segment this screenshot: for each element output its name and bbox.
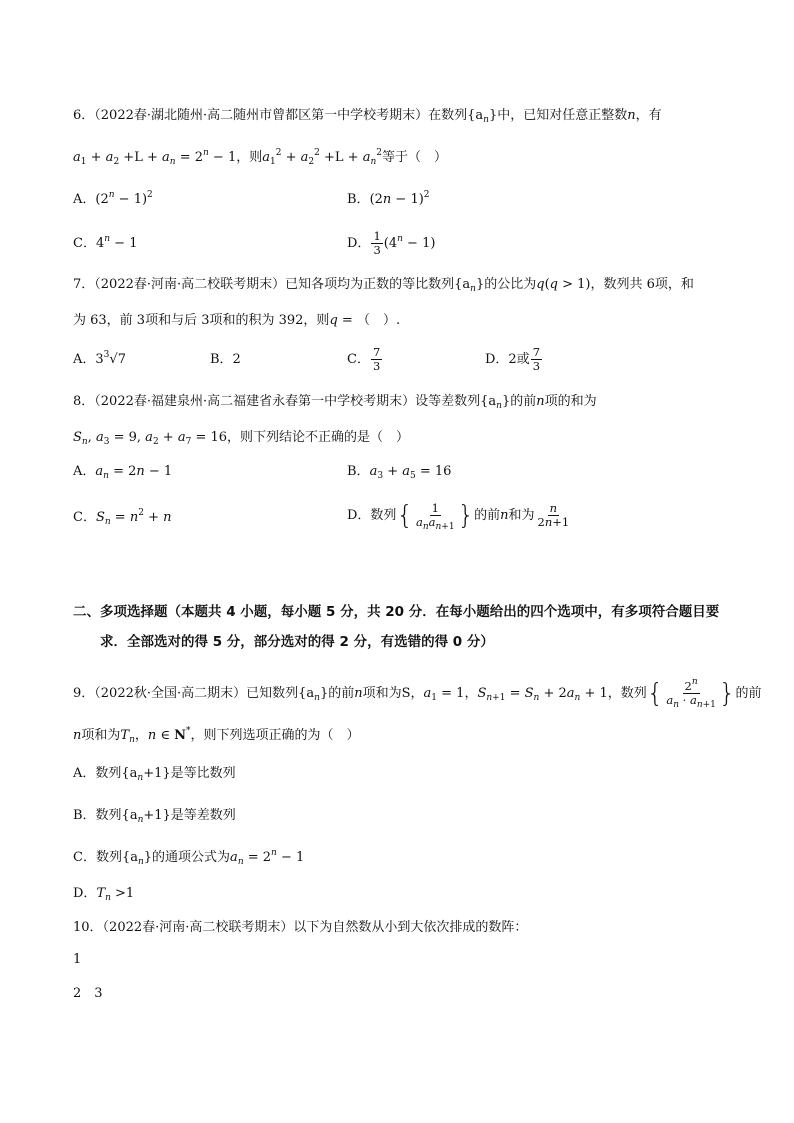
q6-option-c: C．$4^n - 1$ xyxy=(73,234,138,251)
section-2-heading-line2: 求．全部选对的得 5 分，部分选对的得 2 分，有选错的得 0 分） xyxy=(100,634,494,650)
q10-matrix-row2: 2 3 xyxy=(73,986,103,1001)
q7-option-b: B．2 xyxy=(210,352,241,367)
section-2-heading-line1: 二、多项选择题（本题共 4 小题，每小题 5 分，共 20 分．在每小题给出的四个选项中，有多项符合题目要 xyxy=(73,604,720,620)
q6-option-b: B．$(2n - 1)^2$ xyxy=(347,190,430,207)
q8-option-d: D．数列{ $\frac{1}{a_na_{n+1}}$ }的前n和为 $\frac{n}{2n+1}$ xyxy=(347,500,570,532)
q8-stem-line1: 8．（2022春·福建泉州·高二福建省永春第一中学校考期末）设等差数列$\{a_n\}$的前n项的和为 xyxy=(73,394,597,411)
q8-option-b: B．$a_3 + a_5 = 16$ xyxy=(347,464,452,481)
q8-option-a: A．$a_n = 2n - 1$ xyxy=(73,464,173,481)
q10-matrix-row1: 1 xyxy=(73,952,82,967)
q7-stem-line2: 为 63，前 3项和与后 3项和的积为 392，则q = （ ）. xyxy=(73,313,401,328)
q7-stem-line1: 7．（2022春·河南·高二校联考期末）已知各项均为正数的等比数列$\{a_n\}$的公比为q(q > 1)，数列共 6项，和 xyxy=(73,277,694,294)
q8-option-c: C．$S_n = n^2 + n$ xyxy=(73,508,172,527)
q6-stem-line1: 6．（2022春·湖北随州·高二随州市曾都区第一中学校考期末）在数列$\{a_n\}$中，已知对任意正整数n，有 xyxy=(73,108,662,125)
q6-option-d: D． $\frac{1}{3}$ $(4^n - 1)$ xyxy=(347,229,436,257)
q6-option-a: A．$(2^n - 1)^2$ xyxy=(73,190,153,207)
q10-stem: 10．（2022春·河南·高二校联考期末）以下为自然数从小到大依次排成的数阵： xyxy=(73,920,528,935)
q7-option-c: C． $\frac{7}{3}$ xyxy=(347,345,381,373)
q9-option-a: A．数列$\{a_n+1\}$是等比数列 xyxy=(73,766,236,783)
q9-option-b: B．数列$\{a_n+1\}$是等差数列 xyxy=(73,808,236,825)
q7-option-a: A．$3^3√7$ xyxy=(73,350,126,367)
q8-stem-line2: $S_n$, $a_3 = 9$, $a_2 + a_7 = 16$，则下列结论不正确的是（ ） xyxy=(73,430,410,447)
q6-stem-line2: $a_1 + a_2 +L + a_n = 2^n - 1$，则$a_1^2 + a_2^2 +L + a_n^2$等于（ ） xyxy=(73,148,448,167)
q9-option-d: D．$T_n >1$ xyxy=(73,886,135,903)
q9-option-c: C．数列$\{a_n\}$的通项公式为$a_n = 2^n - 1$ xyxy=(73,848,305,867)
q7-option-d: D．2或 $\frac{7}{3}$ xyxy=(485,345,541,373)
q9-stem-line1: 9．（2022秋·全国·高二期末）已知数列$\{a_n\}$的前n项和为S，$a_1 = 1$，$S_{n+1} = S_n + 2a_n + 1$，数列{ $\frac{2^n}{a_n \cdot a_{n+1}}$ }的前 xyxy=(73,677,762,710)
q9-stem-line2: n项和为$T_n$，n ∈ N*，则下列选项正确的为（ ） xyxy=(73,726,360,745)
